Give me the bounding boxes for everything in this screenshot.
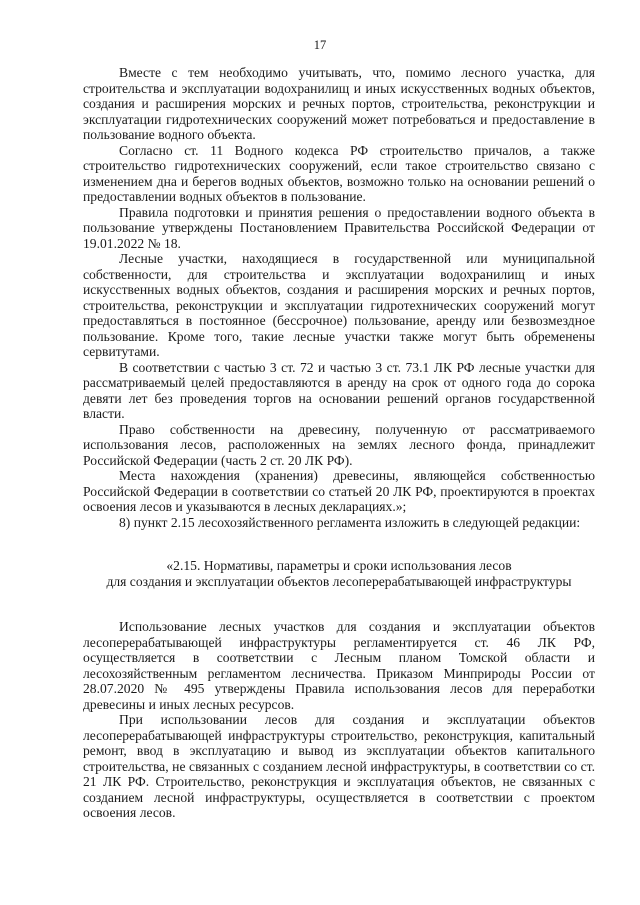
paragraph: Правила подготовки и принятия решения о предоставлении водного объекта в пользование утверждены Постановлением Правительства Российской Федерации от 19.01.2022 № 18. [83,204,595,251]
paragraph: Места нахождения (хранения) древесины, являющейся собственностью Российской Федерации в соответствии со статьей 20 ЛК РФ, проектируются в проектах освоения лесов и указываются в лесных декларациях.»; [83,468,595,514]
paragraph: 8) пункт 2.15 лесохозяйственного регламента изложить в следующей редакции: [119,514,581,530]
paragraph: Право собственности на древесину, полученную от рассматриваемого использования лесов, расположенных на землях лесного фонда, принадлежит Российской Федерации (часть 2 ст. 20 ЛК РФ). [83,421,595,468]
document-body [83,65,595,821]
section-title [83,558,595,589]
paragraph: Использование лесных участков для создания и эксплуатации объектов лесоперерабатывающей инфраструктуры регламентируется ст. 46 ЛК РФ, осуществляется в соответствии с Лесным планом Томской области и лесохозяйственным регламентом лесничества. Приказом Минприроды России от 28.07.2020 № 495 утверждены Правила использования лесов для переработки древесины и иных лесных ресурсов. [83,619,595,712]
paragraph: Согласно ст. 11 Водного кодекса РФ строительство причалов, а также строительство гидротехнических сооружений, если такое строительство связано с изменением дна и берегов водных объектов, возможно только на основании решений о предоставлении водных объектов в пользование. [83,142,595,204]
paragraph: Вместе с тем необходимо учитывать, что, помимо лесного участка, для строительства и эксплуатации водохранилищ и иных искусственных водных объектов, создания и расширения морских и речных портов, строительства, реконструкции и эксплуатации гидротехнических сооружений может потребоваться и предоставление в пользование водного объекта. [83,65,595,142]
page-number: 17 [313,38,327,52]
paragraph: При использовании лесов для создания и эксплуатации объектов лесоперерабатывающей инфраструктуры строительство, реконструкция, капитальный ремонт, ввод в эксплуатацию и вывод из эксплуатации объектов капитального строительства, не связанных с созданием лесной инфраструктуры, в соответствии со ст. 21 ЛК РФ. Строительство, реконструкция и эксплуатация объектов, не связанных с созданием лесной инфраструктуры, осуществляется в соответствии с проектом освоения лесов. [83,712,595,820]
paragraph: Лесные участки, находящиеся в государственной или муниципальной собственности, для строительства и эксплуатации водохранилищ и иных искусственных водных объектов, создания и расширения морских и речных портов, строительства, реконструкции и эксплуатации гидротехнических сооружений могут предоставляться в постоянное (бессрочное) пользование, аренду или безвозмездное пользование. Кроме того, такие лесные участки также могут быть обременены сервитутами. [83,251,595,359]
section-title-line: «2.15. Нормативы, параметры и сроки использования лесов [166,558,512,573]
paragraph: В соответствии с частью 3 ст. 72 и частью 3 ст. 73.1 ЛК РФ лесные участки для рассматриваемый целей предоставляются в аренду на срок от одного года до сорока девяти лет без проведения торгов на основании решений органов государственной власти. [83,359,595,421]
section-title-line: для создания и эксплуатации объектов лесоперерабатывающей инфраструктуры [106,573,572,589]
